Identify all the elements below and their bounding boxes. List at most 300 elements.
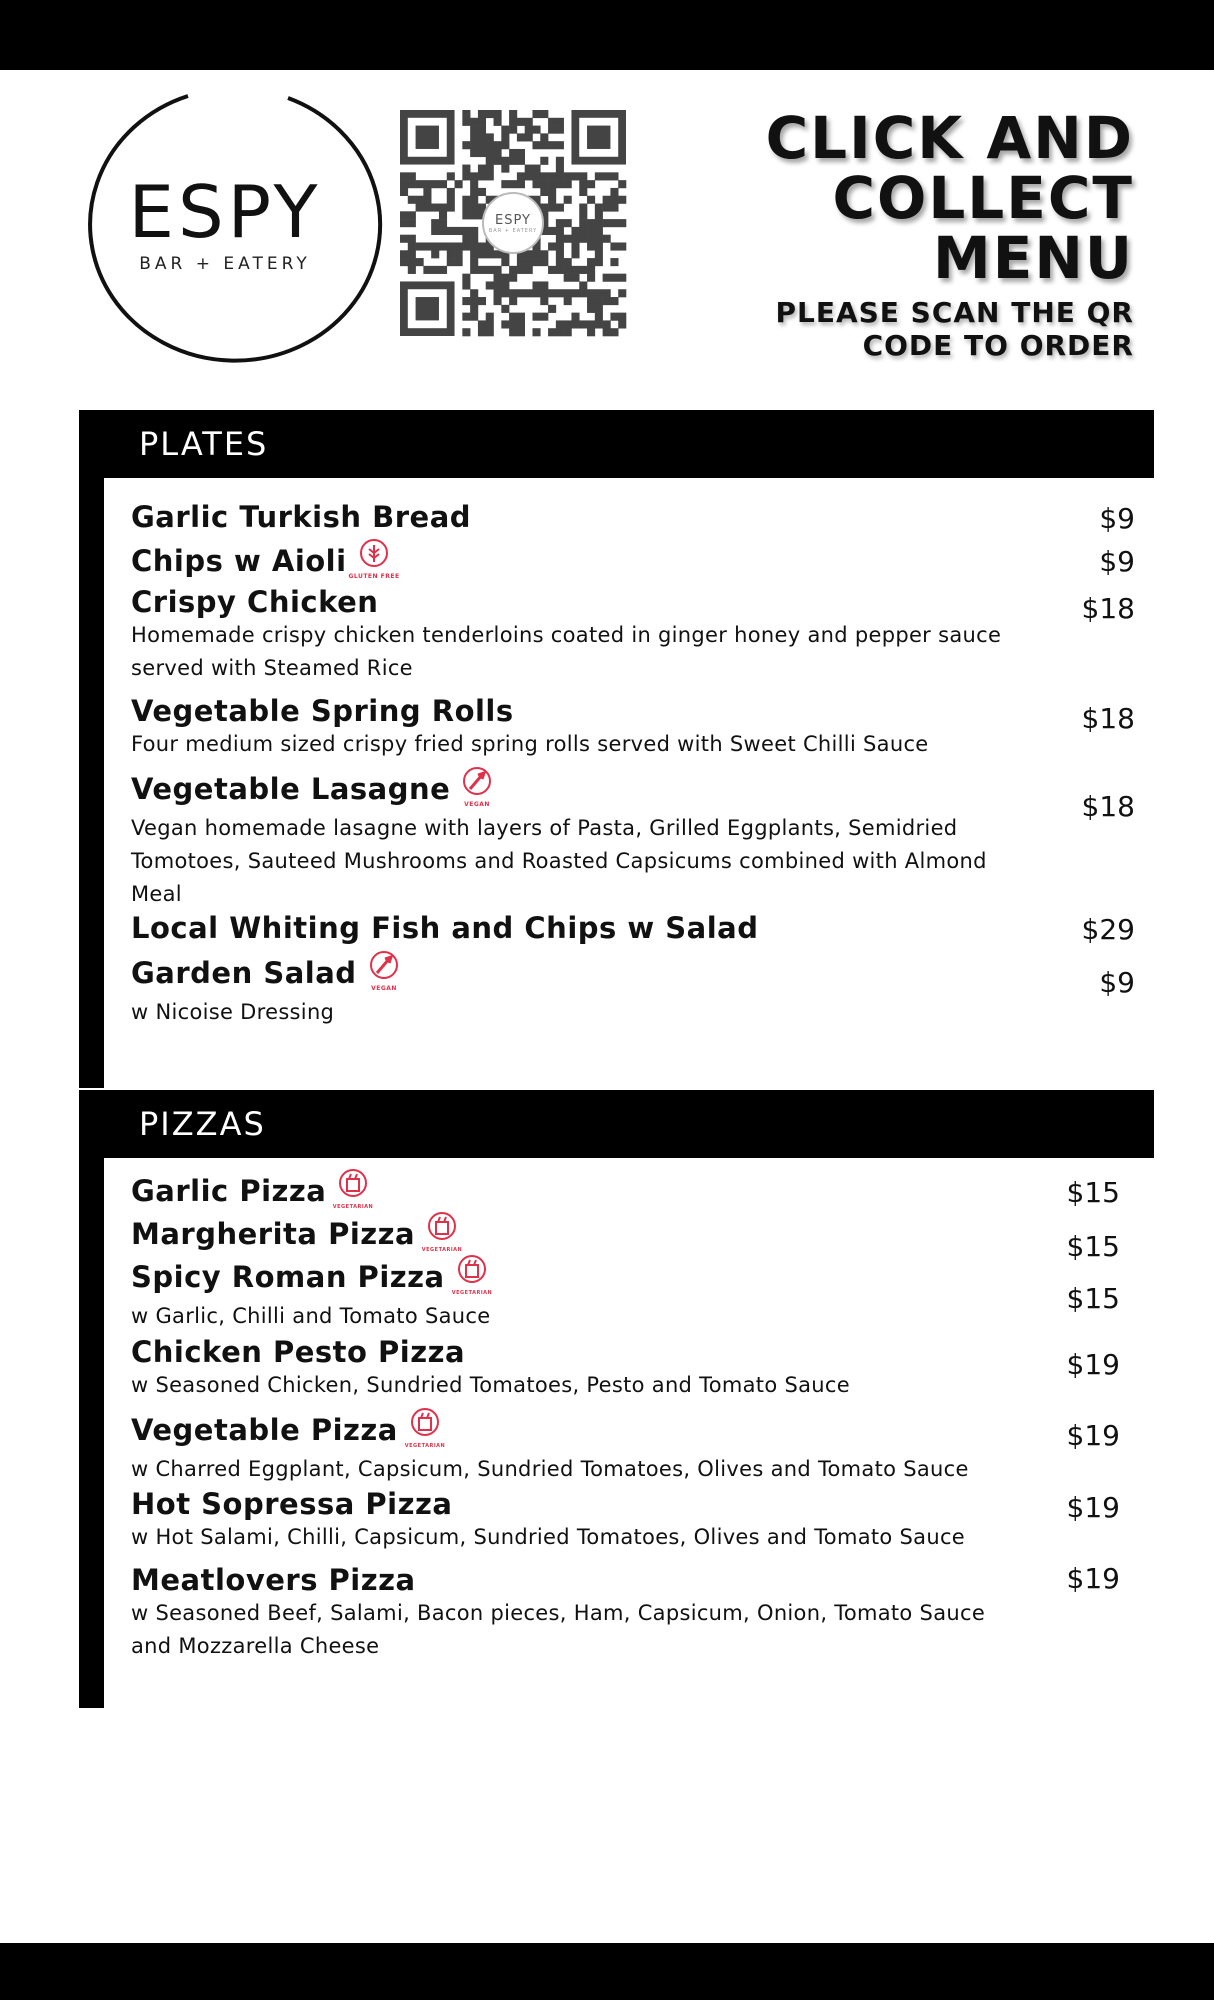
qr-module	[610, 242, 618, 250]
item-price: $18	[1081, 702, 1135, 735]
qr-module	[478, 188, 486, 196]
qr-module	[595, 242, 603, 250]
qr-module	[517, 149, 525, 157]
qr-module	[517, 320, 525, 328]
qr-module	[408, 235, 416, 243]
item-price: $15	[1066, 1230, 1120, 1263]
qr-module	[587, 180, 595, 188]
qr-module	[587, 196, 595, 204]
qr-module	[595, 219, 603, 227]
qr-module	[462, 227, 470, 235]
qr-module	[595, 305, 603, 313]
qr-module	[556, 242, 564, 250]
qr-module	[486, 165, 494, 173]
qr-module	[595, 227, 603, 235]
qr-module	[595, 297, 603, 305]
qr-module	[494, 297, 502, 305]
qr-module	[501, 126, 509, 134]
qr-module	[532, 289, 540, 297]
qr-module	[525, 289, 533, 297]
qr-module	[579, 219, 587, 227]
qr-module	[556, 227, 564, 235]
qr-module	[501, 133, 509, 141]
qr-module	[470, 258, 478, 266]
qr-module	[478, 320, 486, 328]
qr-module	[595, 320, 603, 328]
qr-module	[595, 313, 603, 321]
qr-module	[478, 172, 486, 180]
qr-module	[564, 196, 572, 204]
qr-module	[470, 188, 478, 196]
qr-module	[603, 274, 611, 282]
qr-module	[400, 219, 408, 227]
menu-item[interactable]: Margherita Pizza VEGETARIAN	[131, 1215, 1135, 1257]
qr-module	[571, 250, 579, 258]
qr-module	[603, 328, 611, 336]
item-description: w Hot Salami, Chilli, Capsicum, Sundried Tomatoes, Olives and Tomato Sauce	[131, 1525, 966, 1549]
qr-module	[423, 242, 431, 250]
vegetarian-icon	[333, 1168, 374, 1210]
qr-module	[571, 289, 579, 297]
top-bar	[0, 0, 1214, 70]
qr-module	[618, 313, 626, 321]
qr-module	[501, 157, 509, 165]
bottom-bar	[0, 1943, 1214, 2000]
qr-module	[462, 204, 470, 212]
qr-module	[400, 250, 408, 258]
qr-module	[517, 266, 525, 274]
qr-module	[540, 281, 548, 289]
item-price: $18	[1081, 592, 1135, 625]
qr-module	[603, 172, 611, 180]
qr-module	[556, 172, 564, 180]
qr-module	[610, 204, 618, 212]
qr-module	[525, 258, 533, 266]
qr-module	[556, 250, 564, 258]
qr-module	[525, 133, 533, 141]
qr-module	[548, 266, 556, 274]
qr-module	[556, 258, 564, 266]
item-price: $19	[1066, 1562, 1120, 1595]
qr-module	[556, 141, 564, 149]
menu-item[interactable]: Chicken Pesto Pizza w Seasoned Chicken, Sundried Tomatoes, Pesto and Tomato Sauce	[131, 1335, 1135, 1402]
qr-module	[540, 258, 548, 266]
qr-module	[540, 110, 548, 118]
qr-module	[587, 266, 595, 274]
qr-module	[564, 274, 572, 282]
qr-module	[564, 258, 572, 266]
qr-module	[408, 172, 416, 180]
qr-module	[447, 250, 455, 258]
vegan-icon	[367, 950, 401, 992]
qr-module	[517, 289, 525, 297]
qr-module	[587, 320, 595, 328]
item-price: $9	[1099, 502, 1135, 535]
qr-module	[416, 196, 424, 204]
qr-module	[470, 297, 478, 305]
qr-module	[548, 196, 556, 204]
qr-module	[595, 211, 603, 219]
logo-name: ESPY	[128, 170, 322, 254]
qr-module	[486, 328, 494, 336]
qr-module	[470, 118, 478, 126]
qr-module	[470, 133, 478, 141]
qr-module	[579, 235, 587, 243]
qr-module	[517, 133, 525, 141]
qr-module	[540, 188, 548, 196]
qr-module	[532, 258, 540, 266]
qr-module	[486, 313, 494, 321]
menu-item[interactable]: Crispy Chicken Homemade crispy chicken tenderloins coated in ginger honey and pepper sauce served with Steamed Rice	[131, 585, 1135, 685]
qr-module	[571, 266, 579, 274]
qr-module	[478, 328, 486, 336]
qr-module	[579, 211, 587, 219]
qr-module	[408, 258, 416, 266]
qr-module	[455, 227, 463, 235]
qr-module	[548, 227, 556, 235]
qr-module	[494, 118, 502, 126]
qr-module	[517, 172, 525, 180]
qr-module	[455, 250, 463, 258]
qr-module	[587, 274, 595, 282]
svg-text:VEGETARIAN: VEGETARIAN	[404, 1443, 446, 1449]
item-description: w Charred Eggplant, Capsicum, Sundried Tomatoes, Olives and Tomato Sauce	[131, 1457, 969, 1481]
qr-module	[564, 328, 572, 336]
qr-module	[579, 188, 587, 196]
qr-module	[470, 196, 478, 204]
qr-module	[595, 235, 603, 243]
qr-module	[556, 118, 564, 126]
qr-module	[462, 211, 470, 219]
qr-module	[486, 133, 494, 141]
item-price: $29	[1081, 913, 1135, 946]
qr-module	[423, 266, 431, 274]
qr-module	[501, 281, 509, 289]
qr-module	[610, 258, 618, 266]
qr-finder-pattern	[587, 126, 610, 149]
qr-module	[525, 172, 533, 180]
qr-module	[509, 157, 517, 165]
qr-module	[610, 219, 618, 227]
qr-module	[439, 242, 447, 250]
qr-module	[486, 250, 494, 258]
qr-module	[587, 242, 595, 250]
qr-module	[439, 227, 447, 235]
item-price: $18	[1081, 790, 1135, 823]
qr-module	[571, 227, 579, 235]
qr-module	[564, 180, 572, 188]
qr-module	[462, 196, 470, 204]
qr-module	[501, 274, 509, 282]
qr-module	[587, 258, 595, 266]
qr-module	[618, 274, 626, 282]
qr-center-logo: ESPY BAR + EATERY	[482, 192, 544, 254]
qr-module	[478, 110, 486, 118]
qr-module	[610, 172, 618, 180]
item-description: Vegan homemade lasagne with layers of Pasta, Grilled Eggplants, Semidried Tomotoes, Sauteed Mushrooms and Roasted Capsicums combined with Almond Meal	[131, 816, 987, 906]
item-description: Four medium sized crispy fried spring rolls served with Sweet Chilli Sauce	[131, 732, 929, 756]
qr-module	[439, 180, 447, 188]
qr-module	[431, 266, 439, 274]
qr-module	[462, 281, 470, 289]
svg-text:VEGETARIAN: VEGETARIAN	[333, 1204, 374, 1210]
qr-module	[509, 320, 517, 328]
qr-module	[517, 118, 525, 126]
menu-item[interactable]: Vegetable Lasagne VEGAN Vegan homemade lasagne with layers of Pasta, Grilled Eggplants, Semidried Tomotoes, Sauteed Mushrooms and Roasted Capsicums combined with Almond Meal	[131, 770, 1135, 911]
qr-module	[618, 289, 626, 297]
qr-module	[532, 126, 540, 134]
qr-module	[509, 180, 517, 188]
qr-module	[603, 289, 611, 297]
qr-module	[486, 320, 494, 328]
qr-module	[540, 141, 548, 149]
qr-module	[408, 219, 416, 227]
qr-module	[540, 157, 548, 165]
qr-module	[501, 165, 509, 173]
qr-module	[494, 266, 502, 274]
qr-module	[564, 172, 572, 180]
qr-module	[517, 157, 525, 165]
qr-module	[478, 133, 486, 141]
qr-module	[548, 172, 556, 180]
vegetarian-icon	[451, 1254, 492, 1296]
qr-module	[603, 196, 611, 204]
qr-module	[532, 165, 540, 173]
menu-item[interactable]: Garden Salad VEGAN w Nicoise Dressing	[131, 954, 1135, 1029]
item-description: w Seasoned Chicken, Sundried Tomatoes, Pesto and Tomato Sauce	[131, 1373, 850, 1397]
qr-module	[532, 313, 540, 321]
section-side-bar	[79, 478, 104, 1088]
qr-module	[587, 235, 595, 243]
qr-module	[494, 149, 502, 157]
qr-module	[525, 165, 533, 173]
gluten-free-icon	[348, 538, 400, 580]
qr-module	[548, 328, 556, 336]
qr-module	[618, 320, 626, 328]
qr-module	[423, 204, 431, 212]
qr-module	[509, 266, 517, 274]
qr-module	[517, 328, 525, 336]
qr-module	[540, 172, 548, 180]
qr-module	[525, 126, 533, 134]
qr-module	[478, 242, 486, 250]
menu-item[interactable]: Local Whiting Fish and Chips w Salad	[131, 911, 759, 945]
qr-module	[509, 149, 517, 157]
qr-module	[408, 250, 416, 258]
qr-module	[540, 180, 548, 188]
menu-item[interactable]: Garlic Turkish Bread	[131, 500, 472, 534]
qr-module	[470, 149, 478, 157]
qr-module	[431, 227, 439, 235]
qr-module	[494, 274, 502, 282]
qr-module	[532, 110, 540, 118]
menu-item[interactable]: Vegetable Pizza VEGETARIAN w Charred Eggplant, Capsicum, Sundried Tomatoes, Olives and Tomato Sauce	[131, 1411, 1135, 1486]
qr-module	[494, 289, 502, 297]
qr-module	[439, 266, 447, 274]
qr-module	[470, 289, 478, 297]
qr-module	[548, 118, 556, 126]
qr-module	[462, 172, 470, 180]
qr-module	[564, 320, 572, 328]
qr-module	[525, 266, 533, 274]
menu-item[interactable]: Meatlovers Pizza w Seasoned Beef, Salami, Bacon pieces, Ham, Capsicum, Onion, Tomato Sauce and Mozzarella Cheese	[131, 1563, 1135, 1663]
qr-module	[416, 258, 424, 266]
qr-module	[610, 328, 618, 336]
qr-module	[610, 313, 618, 321]
qr-module	[470, 313, 478, 321]
qr-module	[462, 110, 470, 118]
qr-module	[509, 126, 517, 134]
qr-module	[517, 258, 525, 266]
qr-module	[486, 281, 494, 289]
qr-module	[540, 133, 548, 141]
qr-module	[423, 196, 431, 204]
qr-module	[400, 258, 408, 266]
qr-module	[509, 313, 517, 321]
item-description: Homemade crispy chicken tenderloins coated in ginger honey and pepper sauce served with Steamed Rice	[131, 623, 1002, 680]
qr-module	[564, 297, 572, 305]
qr-module	[618, 180, 626, 188]
menu-item[interactable]: Spicy Roman Pizza VEGETARIAN w Garlic, Chilli and Tomato Sauce	[131, 1258, 1135, 1333]
qr-module	[556, 289, 564, 297]
qr-module	[462, 297, 470, 305]
qr-module	[501, 289, 509, 297]
qr-module	[470, 211, 478, 219]
qr-module	[431, 250, 439, 258]
qr-module	[540, 250, 548, 258]
qr-module	[556, 157, 564, 165]
qr-module	[540, 289, 548, 297]
qr-module	[462, 242, 470, 250]
qr-module	[439, 219, 447, 227]
qr-module	[416, 204, 424, 212]
qr-module	[470, 126, 478, 134]
qr-module	[564, 266, 572, 274]
svg-text:VEGETARIAN: VEGETARIAN	[451, 1290, 492, 1296]
qr-module	[548, 180, 556, 188]
qr-module	[462, 141, 470, 149]
qr-module	[548, 204, 556, 212]
qr-module	[587, 219, 595, 227]
qr-module	[603, 204, 611, 212]
qr-module	[603, 235, 611, 243]
qr-module	[579, 320, 587, 328]
qr-module	[447, 196, 455, 204]
qr-module	[532, 281, 540, 289]
qr-module	[447, 204, 455, 212]
qr-module	[439, 211, 447, 219]
qr-module	[548, 126, 556, 134]
qr-module	[478, 118, 486, 126]
qr-module	[431, 219, 439, 227]
qr-module	[501, 258, 509, 266]
qr-module	[603, 219, 611, 227]
menu-item[interactable]: Hot Sopressa Pizza w Hot Salami, Chilli, Capsicum, Sundried Tomatoes, Olives and Tomato Sauce	[131, 1487, 1135, 1554]
espy-logo	[78, 92, 372, 370]
qr-module	[610, 274, 618, 282]
qr-module	[470, 180, 478, 188]
qr-module	[571, 320, 579, 328]
qr-module	[400, 211, 408, 219]
qr-module	[556, 219, 564, 227]
qr-module	[400, 188, 408, 196]
qr-module	[556, 126, 564, 134]
qr-module	[587, 297, 595, 305]
qr-module	[556, 320, 564, 328]
qr-module	[400, 180, 408, 188]
qr-module	[571, 242, 579, 250]
qr-module	[556, 235, 564, 243]
qr-module	[431, 180, 439, 188]
qr-module	[517, 313, 525, 321]
menu-item[interactable]: Vegetable Spring Rolls Four medium sized crispy fried spring rolls served with Sweet Chilli Sauce	[131, 694, 1135, 761]
qr-module	[408, 196, 416, 204]
qr-module	[470, 235, 478, 243]
qr-module	[610, 297, 618, 305]
qr-module	[462, 235, 470, 243]
qr-module	[564, 219, 572, 227]
qr-module	[556, 328, 564, 336]
item-price: $9	[1099, 966, 1135, 999]
qr-module	[540, 297, 548, 305]
qr-module	[603, 297, 611, 305]
qr-module	[579, 281, 587, 289]
order-qr-code[interactable]	[400, 110, 626, 336]
qr-module	[564, 235, 572, 243]
qr-module	[595, 204, 603, 212]
qr-module	[486, 266, 494, 274]
qr-module	[509, 118, 517, 126]
section-side-bar	[79, 1158, 104, 1708]
qr-module	[431, 242, 439, 250]
qr-module	[509, 110, 517, 118]
qr-module	[408, 266, 416, 274]
menu-item[interactable]: Chips w Aioli GLUTEN FREE	[131, 542, 1135, 584]
svg-text:VEGAN: VEGAN	[464, 801, 491, 808]
qr-module	[595, 250, 603, 258]
qr-module	[610, 196, 618, 204]
qr-module	[532, 141, 540, 149]
qr-module	[587, 328, 595, 336]
qr-module	[509, 297, 517, 305]
qr-module	[447, 188, 455, 196]
item-price: $9	[1099, 545, 1135, 578]
qr-module	[470, 227, 478, 235]
qr-module	[532, 250, 540, 258]
qr-module	[478, 149, 486, 157]
qr-module	[540, 313, 548, 321]
qr-module	[579, 180, 587, 188]
qr-module	[571, 172, 579, 180]
menu-item[interactable]: Garlic Pizza VEGETARIAN	[131, 1172, 1135, 1214]
qr-module	[548, 141, 556, 149]
qr-module	[571, 235, 579, 243]
qr-module	[595, 289, 603, 297]
qr-module	[478, 165, 486, 173]
qr-module	[470, 204, 478, 212]
qr-module	[447, 242, 455, 250]
qr-module	[501, 320, 509, 328]
qr-module	[455, 242, 463, 250]
qr-module	[603, 320, 611, 328]
qr-module	[548, 242, 556, 250]
qr-module	[455, 180, 463, 188]
qr-module	[509, 274, 517, 282]
svg-text:VEGETARIAN: VEGETARIAN	[421, 1247, 463, 1253]
item-price: $19	[1066, 1348, 1120, 1381]
qr-module	[556, 204, 564, 212]
qr-module	[579, 227, 587, 235]
